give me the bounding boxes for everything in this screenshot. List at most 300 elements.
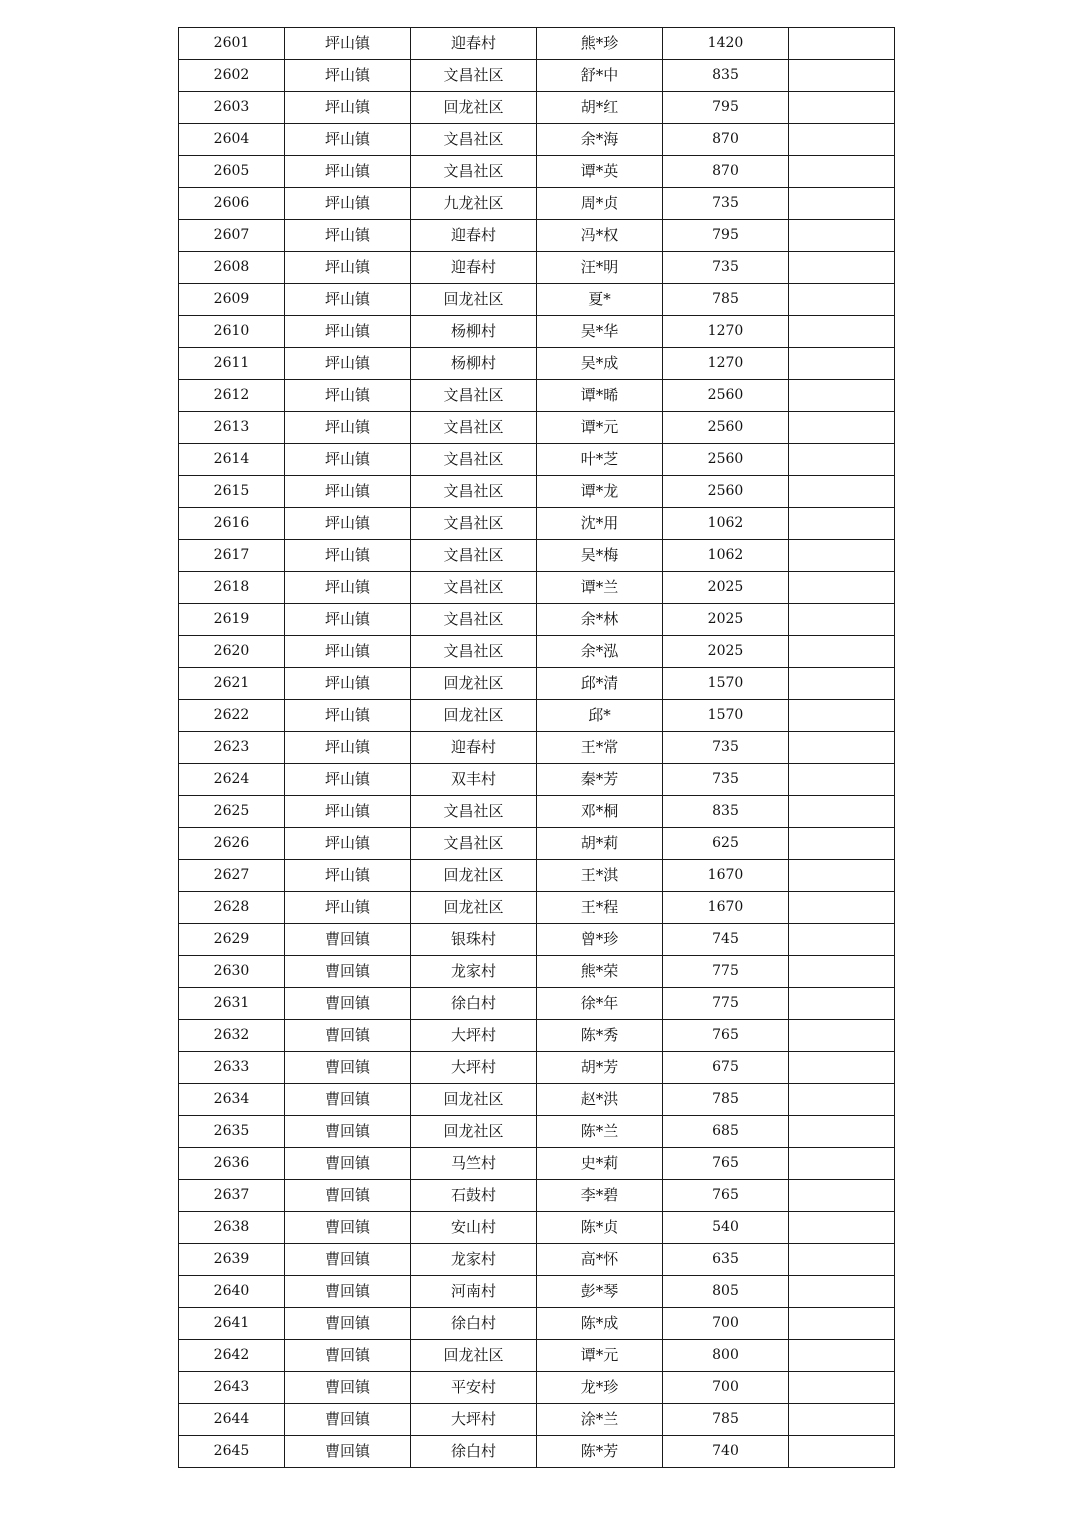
amount-cell: 795 <box>663 92 789 124</box>
table-row <box>179 476 895 508</box>
town-cell: 坪山镇 <box>285 732 411 764</box>
amount-cell: 700 <box>663 1308 789 1340</box>
village-cell: 迎春村 <box>411 252 537 284</box>
village-cell: 大坪村 <box>411 1052 537 1084</box>
table-row <box>179 636 895 668</box>
remark-cell <box>789 1020 895 1052</box>
village-cell: 回龙社区 <box>411 668 537 700</box>
remark-cell <box>789 28 895 60</box>
town-cell: 坪山镇 <box>285 572 411 604</box>
remark-cell <box>789 220 895 252</box>
remark-cell <box>789 156 895 188</box>
serial-number-cell: 2607 <box>179 220 285 252</box>
serial-number-cell: 2619 <box>179 604 285 636</box>
remark-cell <box>789 60 895 92</box>
amount-cell: 1570 <box>663 668 789 700</box>
town-cell: 曹回镇 <box>285 1308 411 1340</box>
village-cell: 安山村 <box>411 1212 537 1244</box>
serial-number-cell: 2618 <box>179 572 285 604</box>
name-cell: 吴*华 <box>537 316 663 348</box>
amount-cell: 700 <box>663 1372 789 1404</box>
remark-cell <box>789 860 895 892</box>
village-cell: 文昌社区 <box>411 572 537 604</box>
town-cell: 坪山镇 <box>285 124 411 156</box>
remark-cell <box>789 988 895 1020</box>
town-cell: 曹回镇 <box>285 1340 411 1372</box>
name-cell: 陈*兰 <box>537 1116 663 1148</box>
remark-cell <box>789 892 895 924</box>
serial-number-cell: 2614 <box>179 444 285 476</box>
amount-cell: 735 <box>663 188 789 220</box>
village-cell: 龙家村 <box>411 956 537 988</box>
serial-number-cell: 2638 <box>179 1212 285 1244</box>
table-row <box>179 220 895 252</box>
amount-cell: 1420 <box>663 28 789 60</box>
village-cell: 回龙社区 <box>411 892 537 924</box>
serial-number-cell: 2621 <box>179 668 285 700</box>
town-cell: 坪山镇 <box>285 348 411 380</box>
amount-cell: 735 <box>663 732 789 764</box>
name-cell: 曾*珍 <box>537 924 663 956</box>
name-cell: 史*莉 <box>537 1148 663 1180</box>
name-cell: 陈*秀 <box>537 1020 663 1052</box>
name-cell: 谭*英 <box>537 156 663 188</box>
serial-number-cell: 2633 <box>179 1052 285 1084</box>
remark-cell <box>789 124 895 156</box>
amount-cell: 765 <box>663 1180 789 1212</box>
amount-cell: 635 <box>663 1244 789 1276</box>
village-cell: 文昌社区 <box>411 508 537 540</box>
village-cell: 文昌社区 <box>411 828 537 860</box>
remark-cell <box>789 316 895 348</box>
remark-cell <box>789 1244 895 1276</box>
town-cell: 曹回镇 <box>285 988 411 1020</box>
table-row <box>179 1436 895 1468</box>
table-row <box>179 1372 895 1404</box>
table-row <box>179 924 895 956</box>
amount-cell: 2560 <box>663 476 789 508</box>
town-cell: 坪山镇 <box>285 444 411 476</box>
serial-number-cell: 2613 <box>179 412 285 444</box>
remark-cell <box>789 1308 895 1340</box>
name-cell: 余*海 <box>537 124 663 156</box>
remark-cell <box>789 1436 895 1468</box>
table-row <box>179 1052 895 1084</box>
amount-cell: 2025 <box>663 636 789 668</box>
amount-cell: 1270 <box>663 348 789 380</box>
town-cell: 坪山镇 <box>285 892 411 924</box>
serial-number-cell: 2643 <box>179 1372 285 1404</box>
serial-number-cell: 2622 <box>179 700 285 732</box>
serial-number-cell: 2603 <box>179 92 285 124</box>
town-cell: 坪山镇 <box>285 796 411 828</box>
remark-cell <box>789 1276 895 1308</box>
serial-number-cell: 2640 <box>179 1276 285 1308</box>
name-cell: 王*程 <box>537 892 663 924</box>
table-row <box>179 60 895 92</box>
village-cell: 文昌社区 <box>411 476 537 508</box>
remark-cell <box>789 252 895 284</box>
town-cell: 曹回镇 <box>285 1180 411 1212</box>
amount-cell: 835 <box>663 60 789 92</box>
village-cell: 文昌社区 <box>411 124 537 156</box>
remark-cell <box>789 700 895 732</box>
table-row <box>179 1148 895 1180</box>
table-row <box>179 764 895 796</box>
amount-cell: 740 <box>663 1436 789 1468</box>
amount-cell: 1270 <box>663 316 789 348</box>
name-cell: 熊*荣 <box>537 956 663 988</box>
serial-number-cell: 2620 <box>179 636 285 668</box>
table-row <box>179 124 895 156</box>
amount-cell: 775 <box>663 988 789 1020</box>
name-cell: 涂*兰 <box>537 1404 663 1436</box>
name-cell: 谭*龙 <box>537 476 663 508</box>
village-cell: 回龙社区 <box>411 1084 537 1116</box>
name-cell: 舒*中 <box>537 60 663 92</box>
table-row <box>179 1404 895 1436</box>
name-cell: 冯*权 <box>537 220 663 252</box>
village-cell: 双丰村 <box>411 764 537 796</box>
amount-cell: 1670 <box>663 860 789 892</box>
amount-cell: 685 <box>663 1116 789 1148</box>
town-cell: 曹回镇 <box>285 1372 411 1404</box>
table-row <box>179 156 895 188</box>
table-row <box>179 1020 895 1052</box>
village-cell: 杨柳村 <box>411 348 537 380</box>
name-cell: 汪*明 <box>537 252 663 284</box>
amount-cell: 2560 <box>663 380 789 412</box>
village-cell: 银珠村 <box>411 924 537 956</box>
town-cell: 坪山镇 <box>285 828 411 860</box>
town-cell: 坪山镇 <box>285 540 411 572</box>
serial-number-cell: 2612 <box>179 380 285 412</box>
serial-number-cell: 2634 <box>179 1084 285 1116</box>
town-cell: 曹回镇 <box>285 1116 411 1148</box>
name-cell: 李*碧 <box>537 1180 663 1212</box>
remark-cell <box>789 1212 895 1244</box>
table-row <box>179 860 895 892</box>
serial-number-cell: 2604 <box>179 124 285 156</box>
remark-cell <box>789 508 895 540</box>
amount-cell: 765 <box>663 1148 789 1180</box>
name-cell: 陈*贞 <box>537 1212 663 1244</box>
amount-cell: 785 <box>663 1084 789 1116</box>
table-row <box>179 700 895 732</box>
remark-cell <box>789 732 895 764</box>
serial-number-cell: 2609 <box>179 284 285 316</box>
serial-number-cell: 2627 <box>179 860 285 892</box>
village-cell: 迎春村 <box>411 732 537 764</box>
table-row <box>179 668 895 700</box>
remark-cell <box>789 188 895 220</box>
table-row <box>179 732 895 764</box>
amount-cell: 2025 <box>663 572 789 604</box>
village-cell: 文昌社区 <box>411 540 537 572</box>
village-cell: 大坪村 <box>411 1020 537 1052</box>
serial-number-cell: 2635 <box>179 1116 285 1148</box>
name-cell: 龙*珍 <box>537 1372 663 1404</box>
table-row <box>179 796 895 828</box>
table-row <box>179 1340 895 1372</box>
name-cell: 王*淇 <box>537 860 663 892</box>
town-cell: 坪山镇 <box>285 316 411 348</box>
serial-number-cell: 2601 <box>179 28 285 60</box>
serial-number-cell: 2606 <box>179 188 285 220</box>
roster-body <box>179 28 895 1468</box>
remark-cell <box>789 1116 895 1148</box>
serial-number-cell: 2637 <box>179 1180 285 1212</box>
serial-number-cell: 2616 <box>179 508 285 540</box>
amount-cell: 745 <box>663 924 789 956</box>
serial-number-cell: 2605 <box>179 156 285 188</box>
village-cell: 徐白村 <box>411 1436 537 1468</box>
serial-number-cell: 2644 <box>179 1404 285 1436</box>
serial-number-cell: 2630 <box>179 956 285 988</box>
serial-number-cell: 2629 <box>179 924 285 956</box>
town-cell: 曹回镇 <box>285 1276 411 1308</box>
amount-cell: 870 <box>663 124 789 156</box>
remark-cell <box>789 1404 895 1436</box>
amount-cell: 675 <box>663 1052 789 1084</box>
table-row <box>179 540 895 572</box>
table-row <box>179 572 895 604</box>
name-cell: 熊*珍 <box>537 28 663 60</box>
serial-number-cell: 2626 <box>179 828 285 860</box>
table-row <box>179 604 895 636</box>
town-cell: 坪山镇 <box>285 28 411 60</box>
village-cell: 文昌社区 <box>411 444 537 476</box>
town-cell: 曹回镇 <box>285 1244 411 1276</box>
town-cell: 坪山镇 <box>285 476 411 508</box>
village-cell: 大坪村 <box>411 1404 537 1436</box>
amount-cell: 1062 <box>663 508 789 540</box>
table-row <box>179 1244 895 1276</box>
name-cell: 谭*晞 <box>537 380 663 412</box>
village-cell: 文昌社区 <box>411 412 537 444</box>
town-cell: 坪山镇 <box>285 284 411 316</box>
name-cell: 秦*芳 <box>537 764 663 796</box>
table-row <box>179 1116 895 1148</box>
village-cell: 迎春村 <box>411 220 537 252</box>
remark-cell <box>789 636 895 668</box>
town-cell: 坪山镇 <box>285 380 411 412</box>
name-cell: 赵*洪 <box>537 1084 663 1116</box>
village-cell: 河南村 <box>411 1276 537 1308</box>
town-cell: 坪山镇 <box>285 156 411 188</box>
serial-number-cell: 2645 <box>179 1436 285 1468</box>
town-cell: 曹回镇 <box>285 1404 411 1436</box>
name-cell: 高*怀 <box>537 1244 663 1276</box>
town-cell: 坪山镇 <box>285 252 411 284</box>
remark-cell <box>789 380 895 412</box>
serial-number-cell: 2610 <box>179 316 285 348</box>
name-cell: 胡*芳 <box>537 1052 663 1084</box>
name-cell: 陈*芳 <box>537 1436 663 1468</box>
serial-number-cell: 2639 <box>179 1244 285 1276</box>
remark-cell <box>789 92 895 124</box>
name-cell: 陈*成 <box>537 1308 663 1340</box>
remark-cell <box>789 348 895 380</box>
name-cell: 徐*年 <box>537 988 663 1020</box>
name-cell: 谭*元 <box>537 412 663 444</box>
town-cell: 坪山镇 <box>285 412 411 444</box>
town-cell: 曹回镇 <box>285 1212 411 1244</box>
table-row <box>179 412 895 444</box>
amount-cell: 785 <box>663 1404 789 1436</box>
town-cell: 坪山镇 <box>285 636 411 668</box>
serial-number-cell: 2617 <box>179 540 285 572</box>
name-cell: 王*常 <box>537 732 663 764</box>
table-row <box>179 348 895 380</box>
name-cell: 邱*清 <box>537 668 663 700</box>
name-cell: 谭*元 <box>537 1340 663 1372</box>
table-row <box>179 1212 895 1244</box>
serial-number-cell: 2602 <box>179 60 285 92</box>
name-cell: 邱* <box>537 700 663 732</box>
amount-cell: 775 <box>663 956 789 988</box>
town-cell: 曹回镇 <box>285 924 411 956</box>
town-cell: 坪山镇 <box>285 60 411 92</box>
village-cell: 迎春村 <box>411 28 537 60</box>
serial-number-cell: 2608 <box>179 252 285 284</box>
table-row <box>179 1276 895 1308</box>
name-cell: 吴*成 <box>537 348 663 380</box>
village-cell: 回龙社区 <box>411 1340 537 1372</box>
amount-cell: 1670 <box>663 892 789 924</box>
amount-cell: 870 <box>663 156 789 188</box>
table-row <box>179 956 895 988</box>
town-cell: 坪山镇 <box>285 860 411 892</box>
village-cell: 文昌社区 <box>411 380 537 412</box>
table-row <box>179 380 895 412</box>
remark-cell <box>789 1084 895 1116</box>
town-cell: 曹回镇 <box>285 1436 411 1468</box>
town-cell: 曹回镇 <box>285 1084 411 1116</box>
remark-cell <box>789 1372 895 1404</box>
serial-number-cell: 2624 <box>179 764 285 796</box>
serial-number-cell: 2628 <box>179 892 285 924</box>
remark-cell <box>789 924 895 956</box>
town-cell: 坪山镇 <box>285 188 411 220</box>
amount-cell: 785 <box>663 284 789 316</box>
village-cell: 杨柳村 <box>411 316 537 348</box>
remark-cell <box>789 828 895 860</box>
name-cell: 谭*兰 <box>537 572 663 604</box>
amount-cell: 800 <box>663 1340 789 1372</box>
village-cell: 文昌社区 <box>411 796 537 828</box>
amount-cell: 625 <box>663 828 789 860</box>
amount-cell: 805 <box>663 1276 789 1308</box>
table-row <box>179 284 895 316</box>
village-cell: 徐白村 <box>411 1308 537 1340</box>
name-cell: 吴*梅 <box>537 540 663 572</box>
table-row <box>179 316 895 348</box>
table-row <box>179 444 895 476</box>
roster-table <box>178 27 895 1468</box>
remark-cell <box>789 764 895 796</box>
village-cell: 龙家村 <box>411 1244 537 1276</box>
table-row <box>179 188 895 220</box>
table-row <box>179 1084 895 1116</box>
town-cell: 曹回镇 <box>285 956 411 988</box>
name-cell: 余*林 <box>537 604 663 636</box>
amount-cell: 765 <box>663 1020 789 1052</box>
table-row <box>179 1180 895 1212</box>
serial-number-cell: 2636 <box>179 1148 285 1180</box>
serial-number-cell: 2611 <box>179 348 285 380</box>
serial-number-cell: 2631 <box>179 988 285 1020</box>
name-cell: 彭*琴 <box>537 1276 663 1308</box>
town-cell: 坪山镇 <box>285 508 411 540</box>
name-cell: 周*贞 <box>537 188 663 220</box>
name-cell: 沈*用 <box>537 508 663 540</box>
remark-cell <box>789 444 895 476</box>
amount-cell: 735 <box>663 764 789 796</box>
village-cell: 石鼓村 <box>411 1180 537 1212</box>
village-cell: 九龙社区 <box>411 188 537 220</box>
table-row <box>179 92 895 124</box>
amount-cell: 2560 <box>663 412 789 444</box>
village-cell: 回龙社区 <box>411 860 537 892</box>
table-row <box>179 28 895 60</box>
serial-number-cell: 2615 <box>179 476 285 508</box>
remark-cell <box>789 604 895 636</box>
remark-cell <box>789 540 895 572</box>
village-cell: 回龙社区 <box>411 92 537 124</box>
amount-cell: 735 <box>663 252 789 284</box>
amount-cell: 835 <box>663 796 789 828</box>
serial-number-cell: 2625 <box>179 796 285 828</box>
table-row <box>179 508 895 540</box>
village-cell: 回龙社区 <box>411 284 537 316</box>
remark-cell <box>789 1180 895 1212</box>
amount-cell: 2025 <box>663 604 789 636</box>
table-row <box>179 252 895 284</box>
name-cell: 胡*莉 <box>537 828 663 860</box>
name-cell: 余*泓 <box>537 636 663 668</box>
serial-number-cell: 2632 <box>179 1020 285 1052</box>
town-cell: 坪山镇 <box>285 764 411 796</box>
name-cell: 邓*桐 <box>537 796 663 828</box>
table-row <box>179 892 895 924</box>
table-row <box>179 828 895 860</box>
village-cell: 文昌社区 <box>411 636 537 668</box>
town-cell: 曹回镇 <box>285 1052 411 1084</box>
remark-cell <box>789 572 895 604</box>
remark-cell <box>789 412 895 444</box>
village-cell: 马竺村 <box>411 1148 537 1180</box>
name-cell: 夏* <box>537 284 663 316</box>
village-cell: 平安村 <box>411 1372 537 1404</box>
town-cell: 坪山镇 <box>285 668 411 700</box>
amount-cell: 1570 <box>663 700 789 732</box>
village-cell: 回龙社区 <box>411 700 537 732</box>
remark-cell <box>789 476 895 508</box>
town-cell: 坪山镇 <box>285 604 411 636</box>
serial-number-cell: 2642 <box>179 1340 285 1372</box>
town-cell: 曹回镇 <box>285 1148 411 1180</box>
amount-cell: 1062 <box>663 540 789 572</box>
village-cell: 文昌社区 <box>411 60 537 92</box>
name-cell: 胡*红 <box>537 92 663 124</box>
table-row <box>179 1308 895 1340</box>
remark-cell <box>789 796 895 828</box>
town-cell: 坪山镇 <box>285 700 411 732</box>
remark-cell <box>789 1340 895 1372</box>
village-cell: 文昌社区 <box>411 604 537 636</box>
town-cell: 曹回镇 <box>285 1020 411 1052</box>
